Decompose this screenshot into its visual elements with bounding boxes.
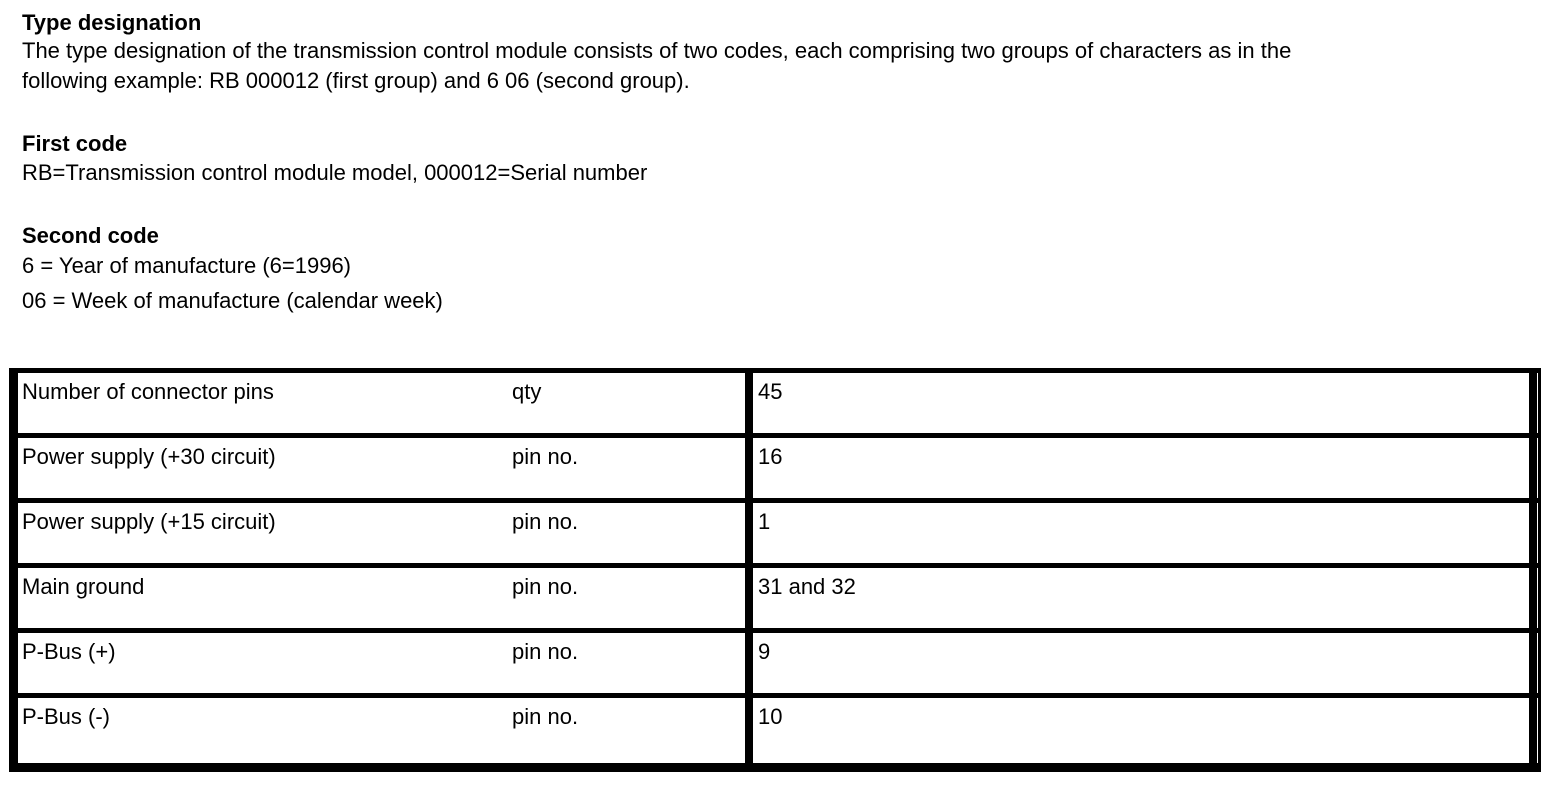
row-unit: pin no. — [512, 704, 579, 729]
row-value: 16 — [758, 444, 783, 469]
row-value: 1 — [758, 509, 771, 534]
table-row — [18, 438, 1538, 498]
row-unit: pin no. — [512, 444, 579, 469]
table-row — [18, 373, 1538, 433]
table-row — [18, 633, 1538, 693]
type-designation-text-line-1: The type designation of the transmission control module consists of two codes, each comprising two groups of characters as in the — [22, 38, 1292, 63]
row-unit: pin no. — [512, 639, 579, 664]
row-value: 10 — [758, 704, 783, 729]
first-code-heading: First code — [22, 131, 128, 156]
row-unit: pin no. — [512, 509, 579, 534]
second-code-heading: Second code — [22, 223, 159, 248]
type-designation-text-line-2: following example: RB 000012 (first group) and 6 06 (second group). — [22, 68, 690, 93]
second-code-year-text: 6 = Year of manufacture (6=1996) — [22, 253, 352, 278]
table-row — [18, 698, 1538, 758]
row-value: 31 and 32 — [758, 574, 856, 599]
table-row — [18, 503, 1538, 563]
row-value: 9 — [758, 639, 771, 664]
row-parameter: Main ground — [22, 574, 145, 599]
spec-table — [9, 368, 1541, 772]
row-parameter: Number of connector pins — [22, 379, 274, 404]
row-value: 45 — [758, 379, 783, 404]
row-parameter: Power supply (+30 circuit) — [22, 444, 276, 469]
row-parameter: P-Bus (-) — [22, 704, 110, 729]
type-designation-heading: Type designation — [22, 10, 202, 35]
second-code-week-text: 06 = Week of manufacture (calendar week) — [22, 288, 443, 313]
row-parameter: Power supply (+15 circuit) — [22, 509, 276, 534]
row-parameter: P-Bus (+) — [22, 639, 116, 664]
table-row — [18, 568, 1538, 628]
row-unit: qty — [512, 379, 542, 404]
row-unit: pin no. — [512, 574, 579, 599]
first-code-text: RB=Transmission control module model, 000012=Serial number — [22, 160, 648, 185]
